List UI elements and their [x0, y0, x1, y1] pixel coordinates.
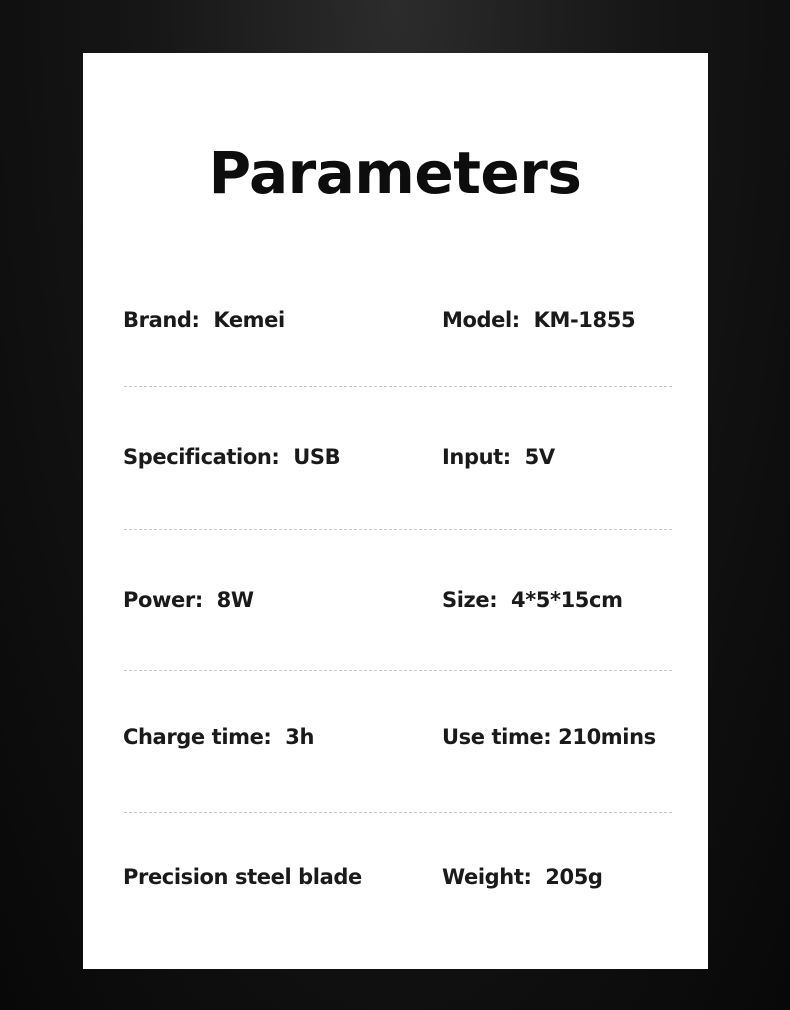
param-blade: Precision steel blade — [123, 865, 362, 889]
param-row-blade-weight — [123, 862, 673, 892]
param-row-charge-use-time — [123, 722, 673, 752]
param-brand: Brand: Kemei — [123, 308, 285, 332]
row-divider — [124, 812, 672, 813]
param-charge-time: Charge time: 3h — [123, 725, 315, 749]
param-row-specification-input — [123, 442, 673, 472]
page-title: Parameters — [208, 139, 582, 207]
param-input: Input: 5V — [442, 445, 555, 469]
param-row-brand-model — [123, 305, 673, 335]
param-row-power-size — [123, 585, 673, 615]
row-divider — [124, 670, 672, 671]
param-weight: Weight: 205g — [442, 865, 603, 889]
param-specification: Specification: USB — [123, 445, 341, 469]
row-divider — [124, 386, 672, 387]
param-power: Power: 8W — [123, 588, 254, 612]
row-divider — [124, 529, 672, 530]
param-size: Size: 4*5*15cm — [442, 588, 623, 612]
param-use-time: Use time: 210mins — [442, 725, 656, 749]
param-model: Model: KM-1855 — [442, 308, 636, 332]
